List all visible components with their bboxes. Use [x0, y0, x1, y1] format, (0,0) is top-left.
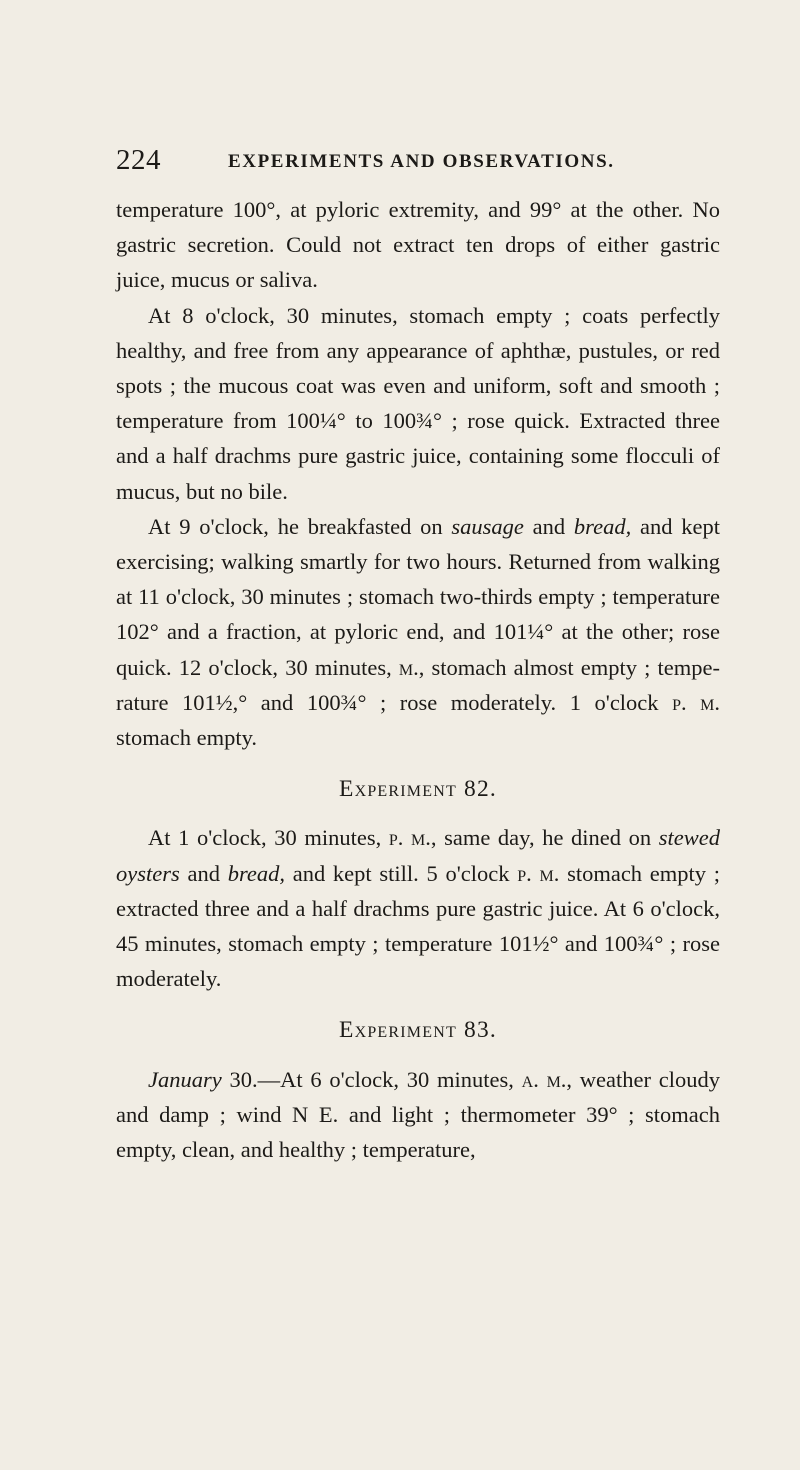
p3-bread: bread, — [573, 513, 632, 539]
exp83-text-a: 30.—At 6 o'clock, 30 minutes, — [221, 1066, 522, 1092]
page-header — [116, 144, 716, 184]
p3-pm: p. m. — [672, 689, 721, 715]
paragraph-continuation: temperature 100°, at pyloric extremity, and 99° at the other. No gastric secretion. Could not extract ten drops of either gastric juice, mucus or saliva. — [116, 197, 720, 293]
experiment-83-paragraph — [116, 1062, 720, 1168]
p3-text-c: , stomach almost empty ; temperature 101½,° and 100¾° ; rose moderately. 1 o'clock — [116, 654, 720, 715]
experiment-82-paragraph — [116, 820, 720, 996]
body-text — [116, 192, 720, 1167]
exp82-bread: bread, — [227, 860, 285, 886]
paragraph-8-oclock: At 8 o'clock, 30 minutes, stomach empty ; coats perfectly healthy, and free from any appearance of aphthæ, pustules, or red spots ; the mucous coat was even and uniform, soft and smooth ; temperature from 100¼° to 100¾° ; rose quick. Extracted three and a half drachms pure gastric juice, containing some flocculi of mucus, but no bile. — [116, 302, 720, 504]
exp82-pm2: p. m. — [517, 860, 560, 886]
exp82-text-d: stomach empty ; extracted three and a half drachms pure gastric juice. At 6 o'clock, 45 minutes, stomach empty ; temperature 101½° and 100¾° ; rose moderately. — [116, 860, 720, 992]
paragraph-9-oclock — [116, 509, 720, 755]
exp83-text-b: , weather cloudy and damp ; wind N E. and light ; thermometer 39° ; stomach empty, clean, and healthy ; temperature, — [116, 1066, 720, 1163]
exp82-stewed-oysters: stewed oysters — [116, 825, 721, 886]
p3-meridian: m. — [398, 654, 419, 680]
p3-text-a: At 9 o'clock, he breakfasted on — [148, 513, 452, 539]
experiment-82-heading: Experiment 82. — [339, 776, 497, 803]
p3-and: and — [523, 513, 574, 539]
page-number: 224 — [116, 144, 161, 176]
running-head: EXPERIMENTS AND OBSERVATIONS. — [228, 151, 615, 172]
exp82-text-a: At 1 o'clock, 30 minutes, — [148, 825, 389, 851]
exp83-am: a. m. — [521, 1066, 567, 1092]
exp82-and: and — [179, 860, 228, 886]
p3-text-d: stomach empty. — [116, 725, 258, 751]
p3-sausage: sausage — [451, 513, 524, 539]
exp83-date: January — [148, 1066, 222, 1092]
exp82-text-c: and kept still. 5 o'clock — [284, 860, 518, 886]
p3-text-b: and kept exercising; walking smartly for two hours. Returned from walking at 11 o'clock, 30 minutes ; stomach two-thirds empty ; temperature 102° and a fraction, at pyloric end, and 101¼° at the other; rose quick. 12 o'clock, 30 minutes, — [116, 513, 720, 680]
experiment-83-heading: Experiment 83. — [339, 1017, 497, 1044]
exp82-text-b: , same day, he dined on — [430, 825, 659, 851]
exp82-pm: p. m. — [388, 825, 431, 851]
